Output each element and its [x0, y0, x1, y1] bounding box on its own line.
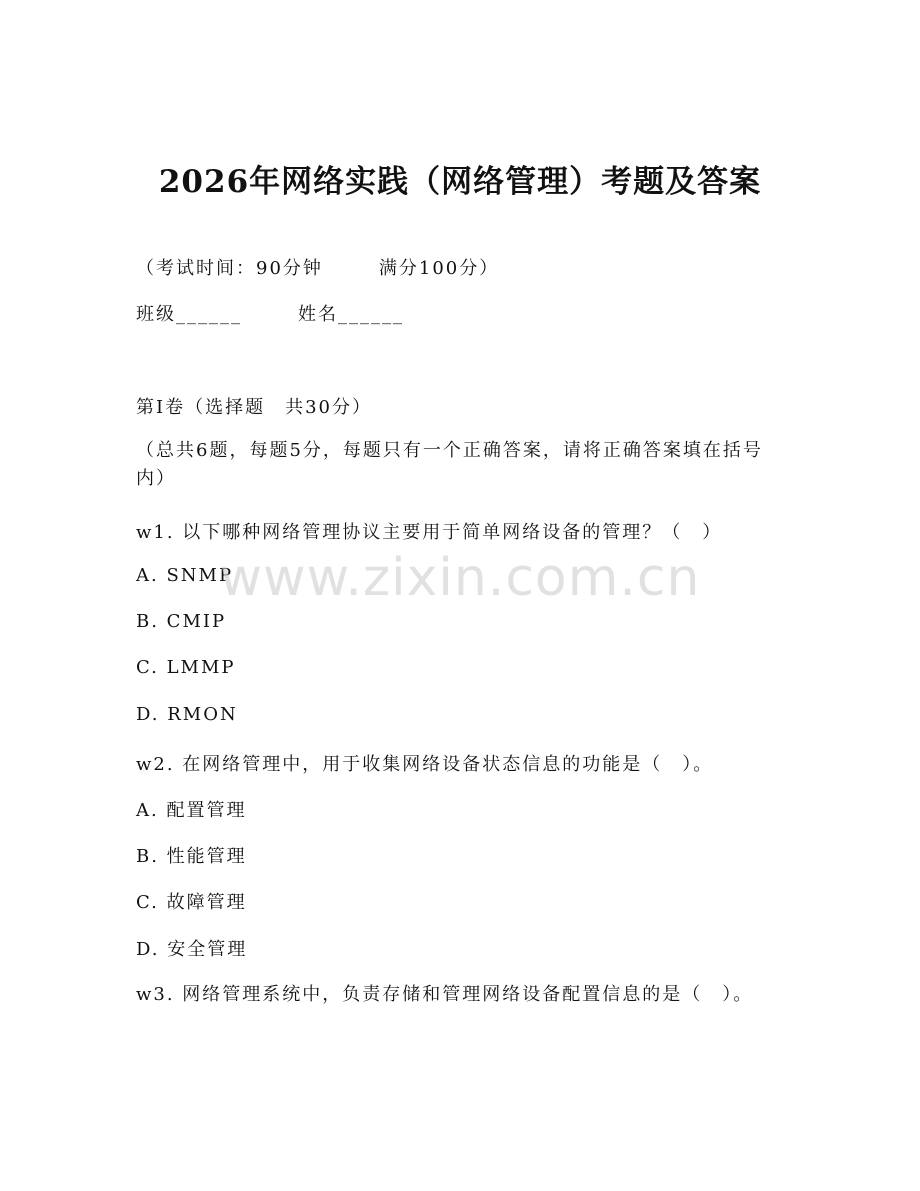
- question-1-option-d: D. RMON: [136, 704, 238, 725]
- name-field: 姓名______: [298, 304, 404, 325]
- section-instruction: （总共6题，每题5分，每题只有一个正确答案，请将正确答案填在括号内）: [136, 440, 763, 489]
- watermark: www.zixin.com.cn: [219, 548, 701, 608]
- section-heading: 第I卷（选择题 共30分）: [136, 397, 373, 418]
- document-title: 2026年网络实践（网络管理）考题及答案: [158, 164, 762, 200]
- question-1-stem: w1. 以下哪种网络管理协议主要用于简单网络设备的管理？（ ）: [136, 522, 723, 543]
- exam-full-score: 满分100分）: [378, 258, 500, 279]
- question-1-option-c: C. LMMP: [136, 657, 236, 678]
- question-2-option-b: B. 性能管理: [136, 846, 247, 867]
- question-2-option-a: A. 配置管理: [136, 800, 247, 821]
- question-3-stem: w3. 网络管理系统中，负责存储和管理网络设备配置信息的是（ ）。: [136, 984, 754, 1005]
- question-1-option-b: B. CMIP: [136, 611, 227, 632]
- exam-time: （考试时间：90分钟: [136, 258, 323, 279]
- question-2-option-d: D. 安全管理: [136, 939, 248, 960]
- class-field: 班级______: [136, 304, 242, 325]
- exam-info: [136, 254, 499, 280]
- question-2-option-c: C. 故障管理: [136, 892, 247, 913]
- question-2-stem: w2. 在网络管理中，用于收集网络设备状态信息的功能是（ ）。: [136, 754, 714, 775]
- student-info: [136, 300, 404, 326]
- question-1-option-a: A. SNMP: [136, 565, 234, 586]
